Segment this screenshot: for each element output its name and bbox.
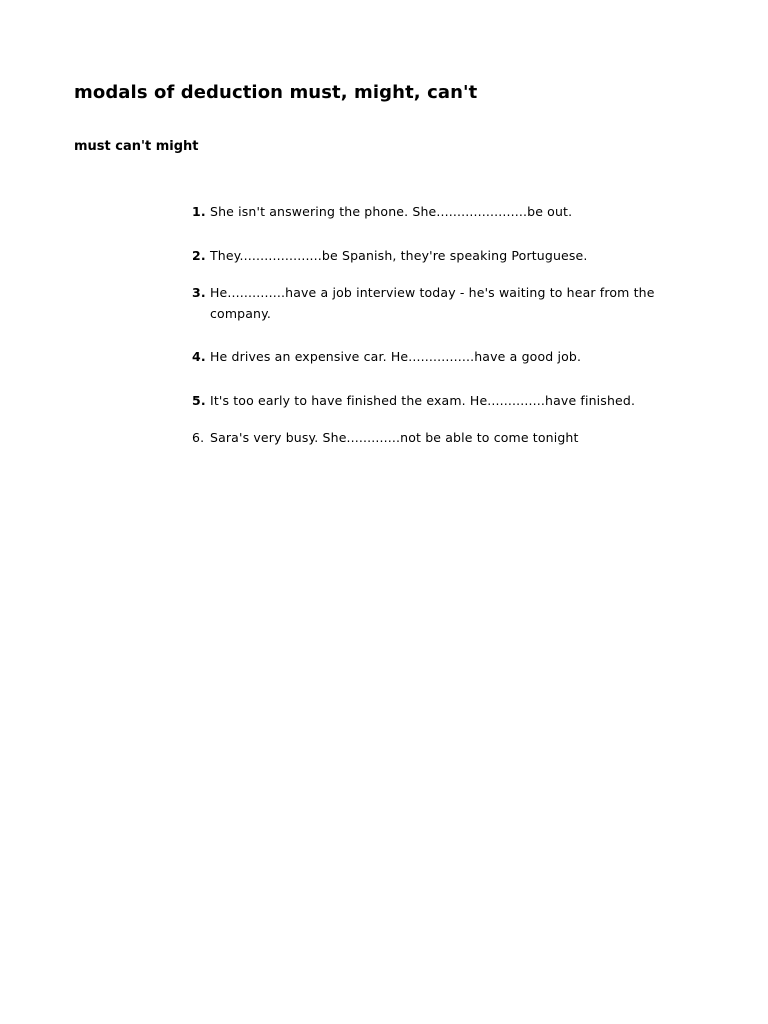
exercise-item — [192, 427, 682, 448]
item-number: 2. — [192, 248, 206, 263]
item-text: He..............have a job interview today - he's waiting to hear from the company. — [210, 285, 655, 321]
word-bank: must can't might — [74, 139, 199, 154]
item-text: They....................be Spanish, they're speaking Portuguese. — [210, 248, 588, 263]
item-number: 5. — [192, 393, 206, 408]
item-text: He drives an expensive car. He................have a good job. — [210, 349, 582, 364]
exercise-item — [192, 282, 682, 324]
item-number: 3. — [192, 285, 206, 300]
item-number: 4. — [192, 349, 206, 364]
item-text: It's too early to have finished the exam. He..............have finished. — [210, 393, 636, 408]
exercise-item — [192, 245, 682, 266]
exercise-item — [192, 390, 682, 411]
page-title: modals of deduction must, might, can't — [74, 82, 478, 103]
item-text: Sara's very busy. She.............not be able to come tonight — [210, 430, 579, 445]
item-number: 6. — [192, 430, 205, 445]
item-text: She isn't answering the phone. She......................be out. — [210, 204, 573, 219]
item-number: 1. — [192, 204, 206, 219]
exercise-item — [192, 201, 682, 222]
exercise-item — [192, 346, 682, 367]
